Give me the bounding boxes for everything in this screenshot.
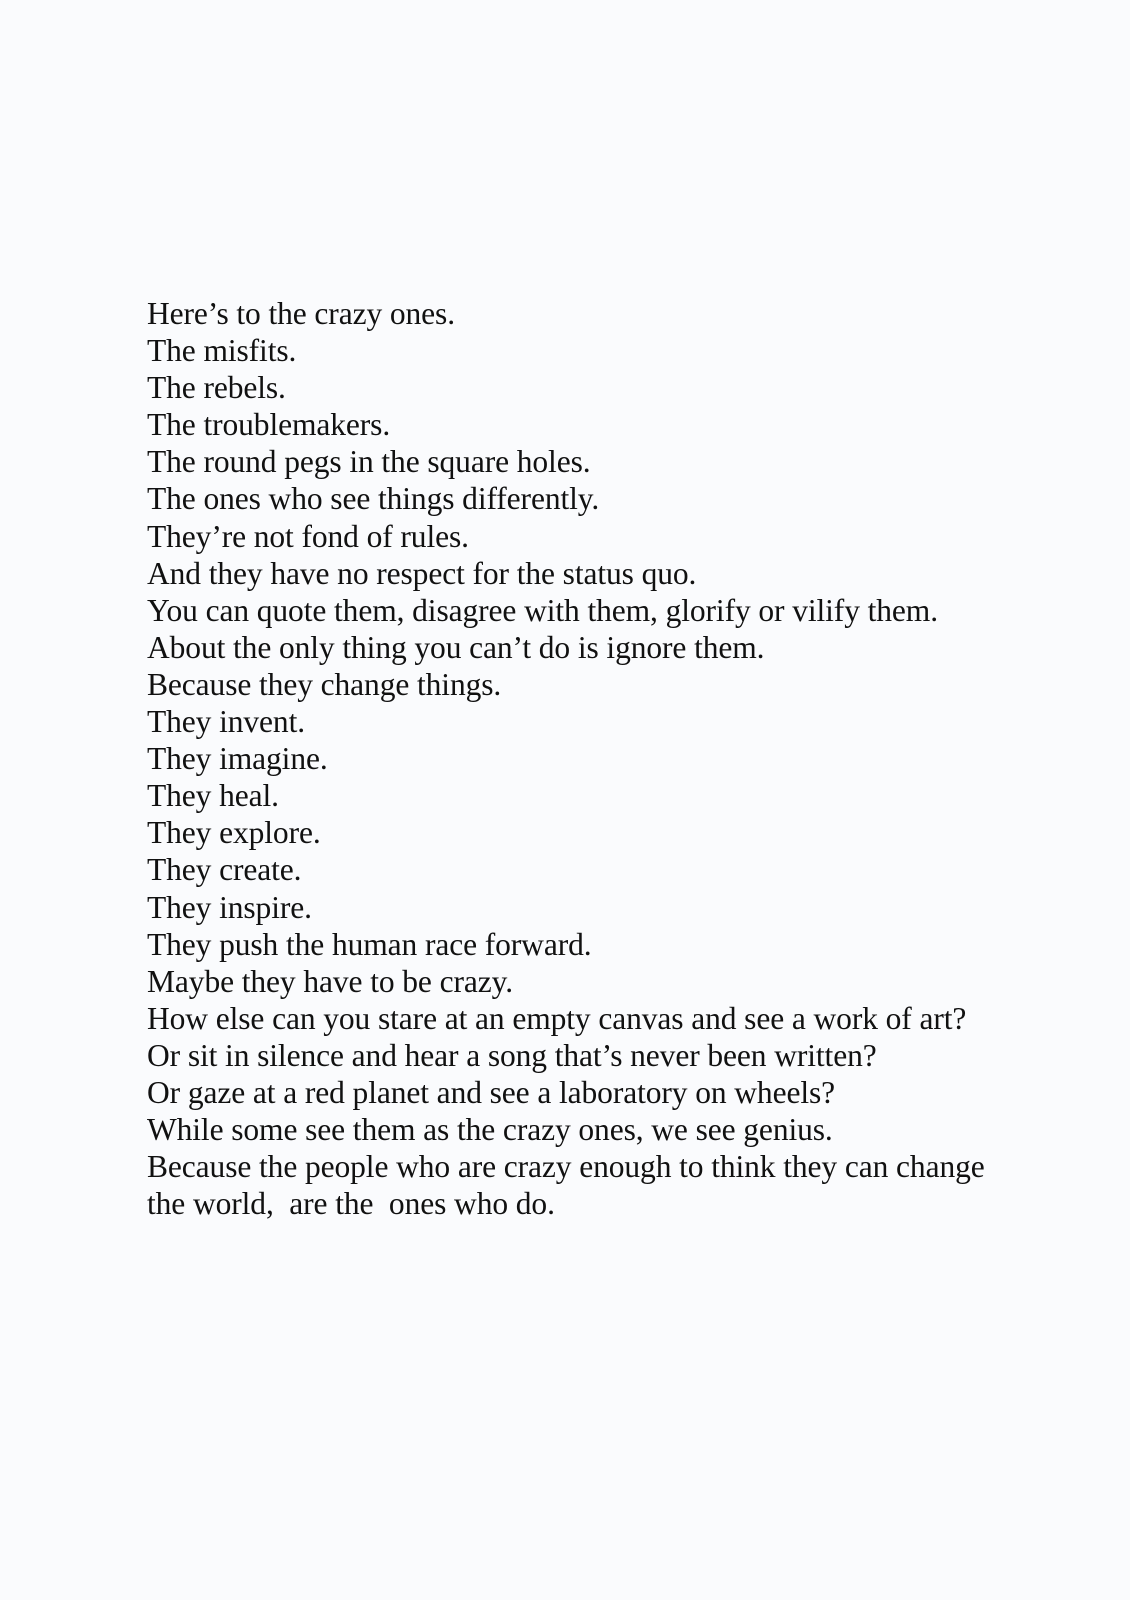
poem-line: Maybe they have to be crazy.	[147, 963, 513, 999]
poem-line: The ones who see things differently.	[147, 481, 600, 517]
poem-line: The troublemakers.	[147, 407, 391, 443]
poem-text-block	[147, 295, 1107, 1222]
poem-line: While some see them as the crazy ones, we see genius.	[147, 1112, 833, 1148]
poem-line: And they have no respect for the status quo.	[147, 555, 697, 591]
poem-line: You can quote them, disagree with them, glorify or vilify them.	[147, 592, 938, 628]
poem-line: The misfits.	[147, 333, 297, 369]
poem-line: They push the human race forward.	[147, 926, 592, 962]
poem-line: They imagine.	[147, 741, 328, 777]
poem-line: They create.	[147, 852, 302, 888]
poem-line: Or gaze at a red planet and see a laboratory on wheels?	[147, 1074, 836, 1110]
poem-line: the world, are the ones who do.	[147, 1186, 555, 1222]
poem-line: About the only thing you can’t do is ignore them.	[147, 629, 765, 665]
poem-line: They heal.	[147, 778, 279, 814]
poem-line: The round pegs in the square holes.	[147, 444, 591, 480]
poem-line: Or sit in silence and hear a song that’s never been written?	[147, 1037, 877, 1073]
poem-line: They invent.	[147, 704, 306, 740]
poem-line: How else can you stare at an empty canvas and see a work of art?	[147, 1000, 967, 1036]
poem-line: They explore.	[147, 815, 321, 851]
poem-line: They inspire.	[147, 889, 312, 925]
poem-line: The rebels.	[147, 370, 286, 406]
poem-line: Because the people who are crazy enough to think they can change	[147, 1149, 985, 1185]
poem-line: Because they change things.	[147, 666, 502, 702]
poem-line: Here’s to the crazy ones.	[147, 296, 455, 331]
poem-line: They’re not fond of rules.	[147, 518, 469, 554]
